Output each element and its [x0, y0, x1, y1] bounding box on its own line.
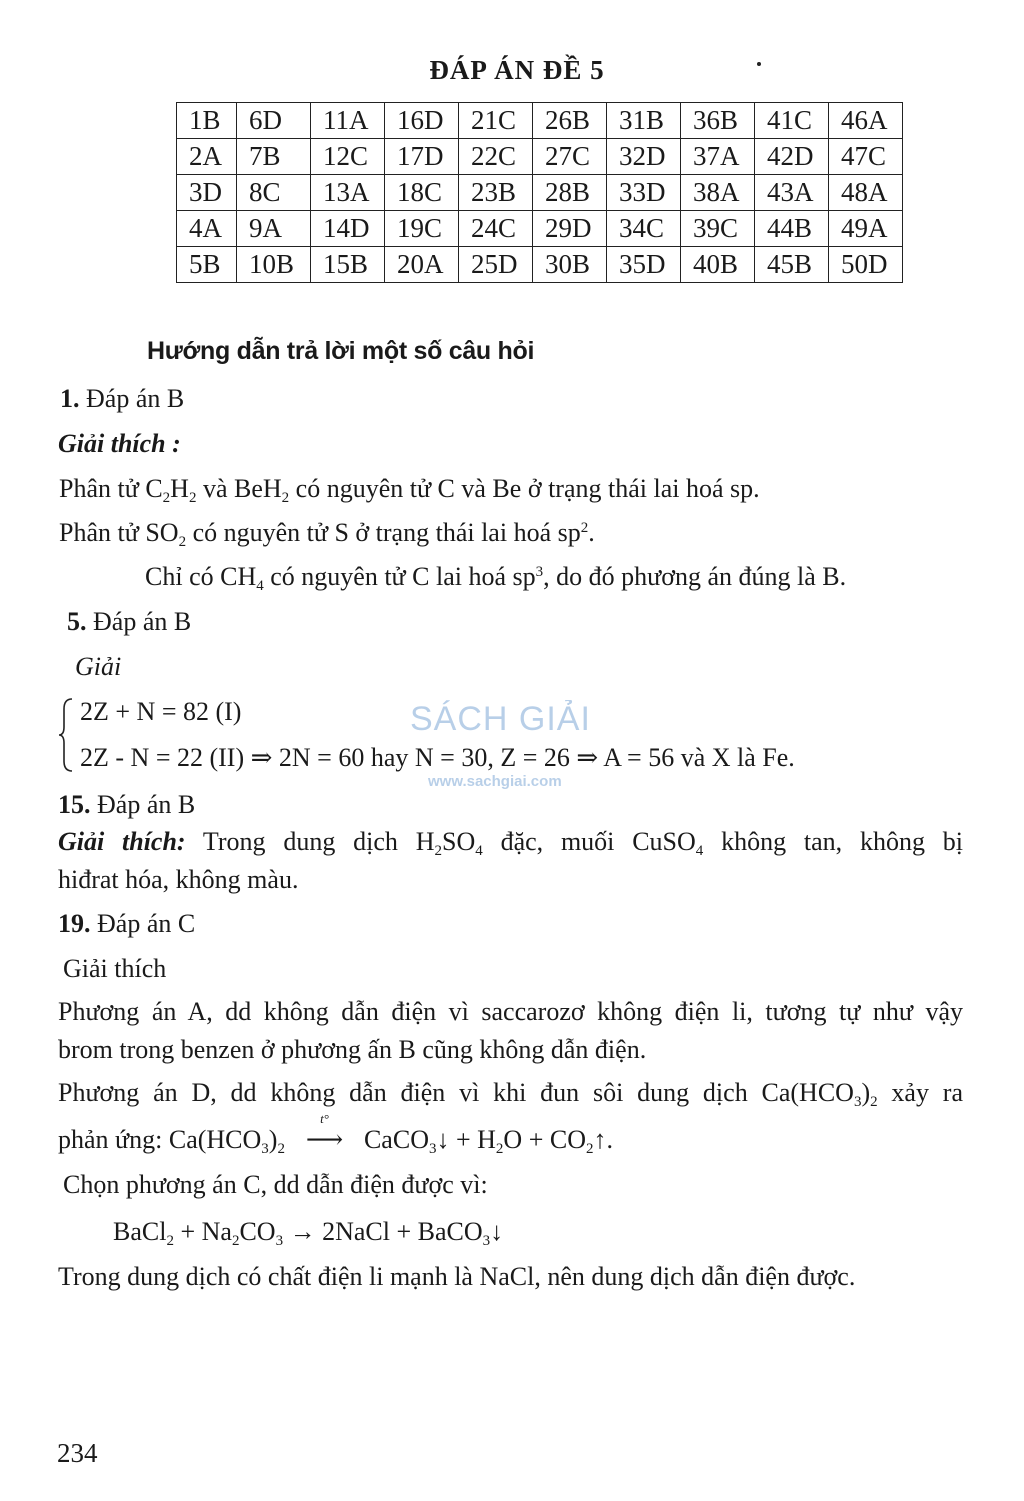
answer-cell: 49A	[829, 211, 903, 247]
answer-cell: 10B	[237, 247, 311, 283]
q15-line-2: hiđrat hóa, không màu.	[58, 865, 299, 894]
answer-cell: 45B	[755, 247, 829, 283]
ink-dot	[757, 62, 761, 66]
answer-cell: 4A	[177, 211, 237, 247]
answer-cell: 48A	[829, 175, 903, 211]
q5-label: Giải	[75, 652, 122, 681]
q19-p1-line-2: brom trong benzen ở phương ấn B cũng không dẫn điện.	[58, 1035, 647, 1064]
answer-row	[177, 247, 903, 283]
answer-cell: 24C	[459, 211, 533, 247]
answer-cell: 16D	[385, 103, 459, 139]
q19-answer: Đáp án C	[97, 909, 196, 938]
answer-cell: 36B	[681, 103, 755, 139]
answer-cell: 19C	[385, 211, 459, 247]
answer-cell: 2A	[177, 139, 237, 175]
q19-p2-line-1: Phương án D, dd không dẫn điện vì khi đun sôi dung dịch $Ca(HCO_3)_2$ xảy ra	[58, 1078, 963, 1110]
answer-cell: 13A	[311, 175, 385, 211]
q5-number: 5.	[67, 607, 87, 636]
q15-number: 15.	[58, 790, 91, 819]
page-title: ĐÁP ÁN ĐỀ 5	[429, 55, 605, 85]
answer-row	[177, 211, 903, 247]
heat-arrow: t° ⟶	[305, 1111, 344, 1154]
q19-label: Giải thích	[63, 954, 167, 983]
q15-heading	[58, 790, 195, 820]
answer-cell: 6D	[237, 103, 311, 139]
answer-cell: 37A	[681, 139, 755, 175]
q5-heading	[67, 607, 191, 637]
answer-cell: 32D	[607, 139, 681, 175]
answer-cell: 42D	[755, 139, 829, 175]
q5-equation-2: 2Z - N = 22 (II) ⇒ 2N = 60 hay N = 30, Z = 26 ⇒ A = 56 và X là Fe.	[80, 743, 795, 772]
watermark-logo: SÁCH GIẢI	[410, 700, 591, 738]
answer-row	[177, 175, 903, 211]
answer-cell: 15B	[311, 247, 385, 283]
answer-cell: 28B	[533, 175, 607, 211]
q19-p4: Trong dung dịch có chất điện li mạnh là NaCl, nên dung dịch dẫn điện được.	[58, 1262, 856, 1291]
q19-p3: Chọn phương án C, dd dẫn điện được vì:	[63, 1170, 488, 1199]
answer-cell: 5B	[177, 247, 237, 283]
q19-equation: BaCl$_2$ + $Na_2CO_3$ → 2NaCl + BaCO$_3$↓	[113, 1217, 504, 1249]
answer-cell: 14D	[311, 211, 385, 247]
q19-reaction: phản ứng: $Ca(HCO_3)_2$ t° ⟶ CaCO$_3$↓ + $H_2O$ + $CO_2↑$.	[58, 1111, 613, 1157]
q15-line-1: Giải thích: Trong dung dịch $H_2SO_4$ đặc, muối CuSO$_4$ không tan, không bị	[58, 827, 963, 859]
q5-answer: Đáp án B	[93, 607, 192, 636]
answer-cell: 43A	[755, 175, 829, 211]
q1-answer: Đáp án B	[86, 384, 185, 413]
answer-cell: 33D	[607, 175, 681, 211]
answer-cell: 40B	[681, 247, 755, 283]
answer-cell: 30B	[533, 247, 607, 283]
guide-title: Hướng dẫn trả lời một số câu hỏi	[147, 337, 535, 365]
answer-cell: 11A	[311, 103, 385, 139]
answer-cell: 17D	[385, 139, 459, 175]
answer-cell: 23B	[459, 175, 533, 211]
system-brace	[58, 697, 74, 773]
answer-cell: 35D	[607, 247, 681, 283]
watermark-url: www.sachgiai.com	[428, 773, 562, 790]
answer-cell: 21C	[459, 103, 533, 139]
answer-cell: 38A	[681, 175, 755, 211]
answer-cell: 25D	[459, 247, 533, 283]
q1-line-1: Phân tử $C_2H_2$ và BeH$_2$ có nguyên tử C và Be ở trạng thái lai hoá sp.	[59, 474, 760, 506]
answer-cell: 27C	[533, 139, 607, 175]
answer-cell: 20A	[385, 247, 459, 283]
q15-answer: Đáp án B	[97, 790, 196, 819]
page-number: 234	[57, 1438, 98, 1468]
answer-cell: 50D	[829, 247, 903, 283]
answer-row	[177, 139, 903, 175]
answer-cell: 39C	[681, 211, 755, 247]
q19-p1-line-1: Phương án A, dd không dẫn điện vì saccarozơ không điện li, tương tự như vậy	[58, 997, 963, 1026]
watermark	[410, 700, 620, 800]
answer-table	[176, 102, 903, 283]
q1-line-2: Phân tử $SO_2$ có nguyên tử S ở trạng thái lai hoá $sp^2$.	[59, 518, 595, 550]
answer-cell: 8C	[237, 175, 311, 211]
answer-cell: 26B	[533, 103, 607, 139]
answer-cell: 9A	[237, 211, 311, 247]
answer-cell: 22C	[459, 139, 533, 175]
answer-cell: 46A	[829, 103, 903, 139]
q1-explain-label: Giải thích :	[58, 429, 181, 458]
answer-cell: 3D	[177, 175, 237, 211]
answer-cell: 7B	[237, 139, 311, 175]
answer-cell: 44B	[755, 211, 829, 247]
q19-number: 19.	[58, 909, 91, 938]
q1-number: 1.	[60, 384, 80, 413]
answer-row	[177, 103, 903, 139]
answer-cell: 18C	[385, 175, 459, 211]
answer-cell: 31B	[607, 103, 681, 139]
answer-cell: 34C	[607, 211, 681, 247]
answer-cell: 47C	[829, 139, 903, 175]
answer-cell: 41C	[755, 103, 829, 139]
q5-equation-1: 2Z + N = 82 (I)	[80, 697, 242, 726]
answer-cell: 1B	[177, 103, 237, 139]
q19-heading	[58, 909, 195, 939]
answer-cell: 29D	[533, 211, 607, 247]
q1-heading	[60, 384, 184, 414]
answer-cell: 12C	[311, 139, 385, 175]
q1-line-3: Chỉ có $CH_4$ có nguyên tử C lai hoá $sp^3$, do đó phương án đúng là B.	[145, 562, 847, 594]
